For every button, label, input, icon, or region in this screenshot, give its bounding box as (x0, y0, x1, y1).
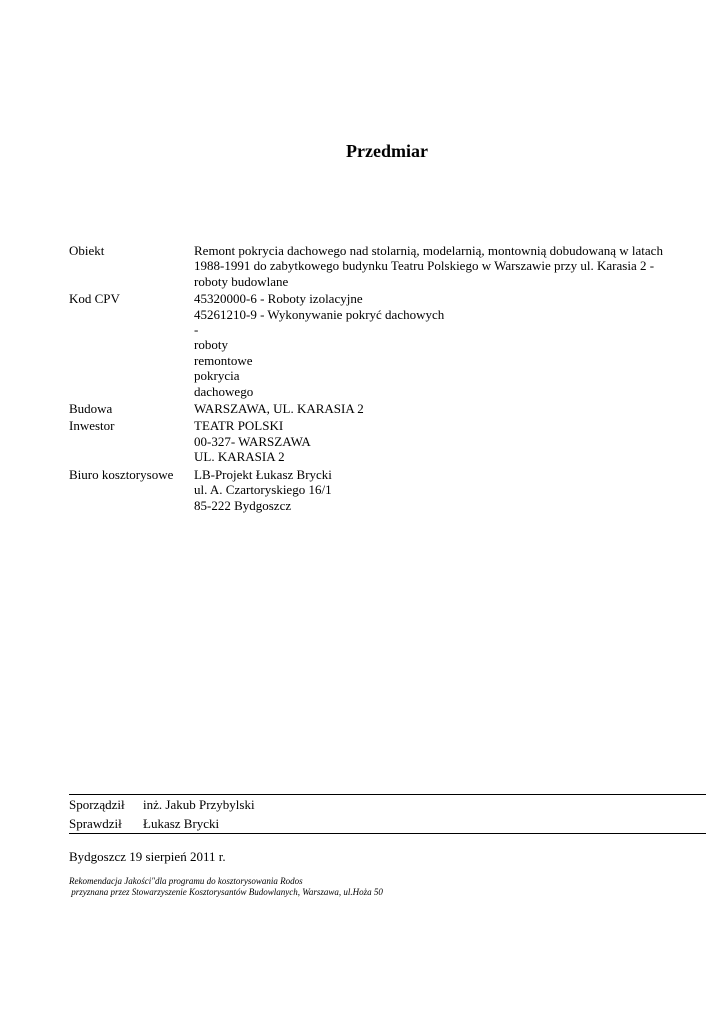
info-label-obiekt: Obiekt (69, 243, 105, 258)
cpv-line-1: 45320000-6 - Roboty izolacyjne (194, 291, 363, 307)
signature-row-checked (69, 814, 706, 833)
checked-by-label: Sprawdził (69, 816, 122, 831)
cpv-line-2: 45261210-9 - Wykonywanie pokryć dachowych (194, 306, 445, 322)
info-label-kod-cpv: Kod CPV (69, 291, 120, 307)
signature-block (69, 794, 706, 834)
cpv-line-7: dachowego (194, 383, 254, 399)
info-value-kod-cpv (194, 291, 709, 399)
biuro-line-1: LB-Projekt Łukasz Brycki (194, 466, 332, 482)
footnote (69, 876, 383, 898)
obiekt-line-1: Remont pokrycia dachowego nad stolarnią, modelarnią, montownią dobudowaną w latach 1988-1991 do zabytkowego budynku Teatru Polskiego w Warszawie przy ul. Karasia 2 - roboty budowlane (194, 243, 667, 289)
info-label-budowa: Budowa (69, 401, 113, 417)
prepared-by-label: Sporządził (69, 797, 125, 812)
signature-row-prepared (69, 795, 706, 814)
inwestor-line-2: 00-327- WARSZAWA (194, 433, 311, 449)
footnote-line-2: przyznana przez Stowarzyszenie Kosztorysantów Budowlanych, Warszawa, ul.Hoża 50 (69, 887, 383, 897)
checked-by-name: Łukasz Brycki (143, 816, 220, 831)
info-value-budowa (194, 401, 709, 416)
biuro-line-3: 85-222 Bydgoszcz (194, 497, 292, 513)
page-title: Przedmiar (346, 141, 428, 161)
place-date: Bydgoszcz 19 sierpień 2011 r. (69, 849, 226, 864)
info-value-inwestor (194, 418, 709, 464)
project-info (69, 243, 709, 515)
info-label-biuro: Biuro kosztorysowe (69, 466, 174, 482)
cpv-line-5: remontowe (194, 352, 253, 368)
cpv-line-6: pokrycia (194, 368, 240, 384)
inwestor-line-3: UL. KARASIA 2 (194, 449, 285, 465)
info-row-kod-cpv (69, 291, 709, 399)
info-row-budowa (69, 401, 709, 416)
inwestor-line-1: TEATR POLSKI (194, 418, 284, 434)
biuro-line-2: ul. A. Czartoryskiego 16/1 (194, 482, 332, 498)
info-row-inwestor (69, 418, 709, 464)
info-label-inwestor: Inwestor (69, 418, 115, 434)
info-value-obiekt (194, 243, 709, 289)
prepared-by-name: inż. Jakub Przybylski (143, 797, 255, 812)
cpv-line-3: - (194, 322, 199, 338)
budowa-line-1: WARSZAWA, UL. KARASIA 2 (194, 401, 364, 417)
info-row-biuro (69, 467, 709, 513)
info-row-obiekt (69, 243, 709, 289)
info-value-biuro (194, 467, 709, 513)
footnote-line-1: Rekomendacja Jakości"dla programu do kosztorysowania Rodos (69, 876, 303, 886)
cpv-line-4: roboty (194, 337, 228, 353)
